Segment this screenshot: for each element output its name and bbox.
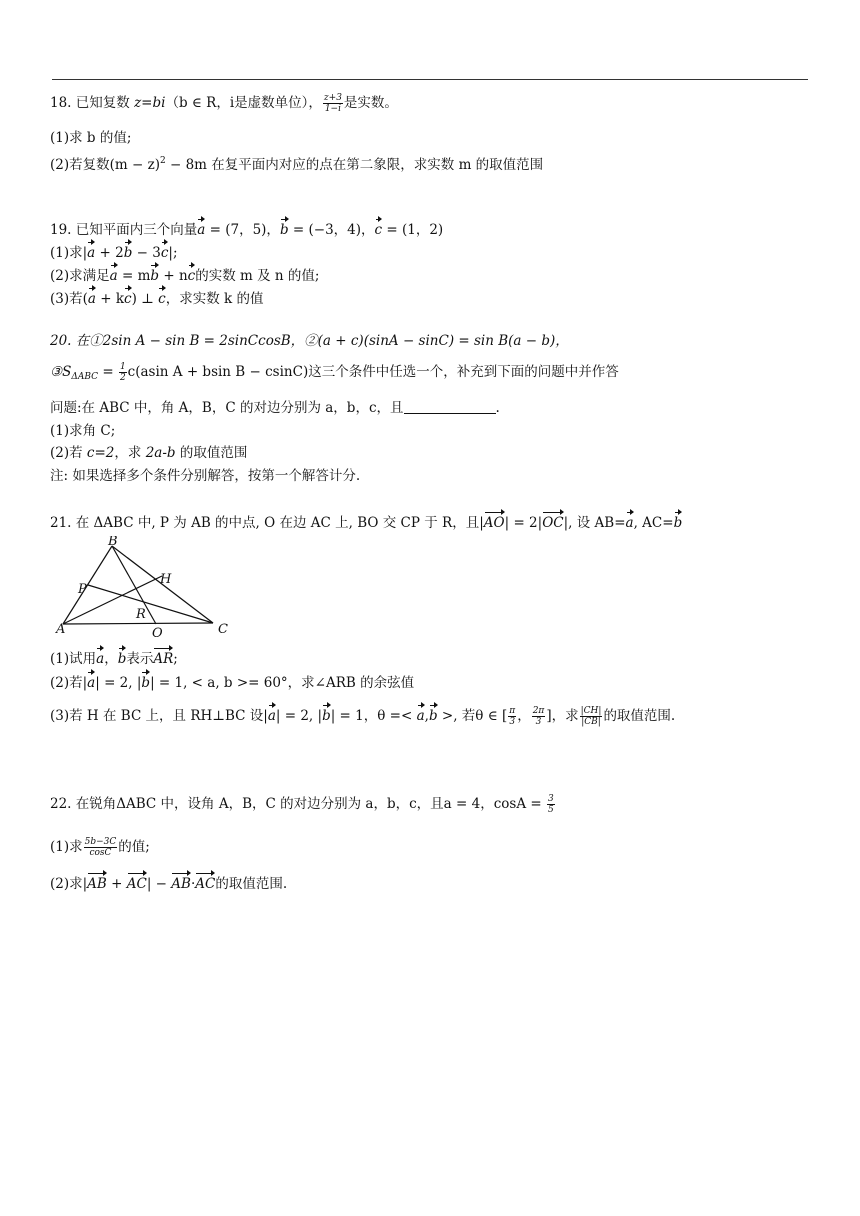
fraction: $\frac{z+3}{1-i}$: [323, 93, 342, 114]
q19-part3: (3)若(a + kc) ⊥ c，求实数 k 的值: [50, 287, 263, 309]
q20-part2: (2)若 c=2，求 2a-b 的取值范围: [50, 445, 248, 461]
q18-stem: 18. 已知复数 z=bi（b ∈ R，i是虚数单位）， $\frac{z+3}{1-i}$ 是实数。: [50, 93, 398, 114]
q19-part2: (2)求满足a = mb + nc的实数 m 及 n 的值;: [50, 264, 319, 286]
q21-part1: (1)试用a，b表示AR;: [50, 647, 178, 669]
answer-blank: [404, 400, 496, 414]
label-r: R: [136, 607, 146, 622]
q20-note: 注: 如果选择多个条件分别解答，按第一个解答计分.: [50, 468, 361, 484]
fraction: $\frac{2\pi}{3}$: [532, 706, 545, 727]
segment-pc: [88, 585, 213, 623]
triangle-figure: [50, 536, 240, 642]
q22-stem: 22. 在锐角ΔABC 中，设角 A，B，C 的对边分别为 a，b，c，且a = 4，cosA = $\frac{3}{5}$: [50, 794, 554, 815]
fraction: $\frac{1}{2}$: [119, 362, 126, 383]
q21-stem: 21. 在 ΔABC 中, P 为 AB 的中点, O 在边 AC 上, BO 交 CP 于 R，且|AO| = 2|OC|, 设 AB=a, AC=b: [50, 511, 682, 533]
label-c: C: [218, 622, 228, 637]
q20-line1: 20. 在①2sin A − sin B = 2sinCcosB，②(a + c)(sinA − sinC) = sin B(a − b)，: [50, 333, 569, 349]
q22-part2: (2)求|AB + AC| − AB·AC的取值范围.: [50, 872, 287, 894]
label-o: O: [152, 626, 163, 641]
label-h: H: [160, 572, 172, 587]
label-b: B: [108, 536, 118, 549]
q18-part1: (1)求 b 的值;: [50, 130, 132, 146]
fraction: $\frac{3}{5}$: [547, 794, 554, 815]
top-rule: [52, 79, 808, 80]
fraction: $\frac{5b-3C}{\cos C}$: [84, 837, 117, 858]
label-a: A: [56, 622, 66, 637]
side-ac: [63, 623, 213, 624]
label-p: P: [78, 582, 87, 597]
q19-part1: (1)求|a + 2b − 3c|;: [50, 241, 178, 263]
q19-stem: 19. 已知平面内三个向量a = (7，5)，b = (−3，4)，c = (1，2): [50, 218, 443, 240]
q18-part2: (2)若复数$(m - z)^2 - 8m$ 在复平面内对应的点在第二象限，求实数 m 的取值范围: [50, 156, 544, 173]
segment-bo: [112, 546, 156, 624]
q20-line3: 问题:在 ABC 中，角 A，B，C 的对边分别为 a，b，c，且 .: [50, 400, 500, 416]
q20-line2: $③S_{\Delta ABC}$ = $\frac{1}{2}$ c(asin A + bsin B − csinC)这三个条件中任选一个，补充到下面的问题中并作答: [50, 362, 619, 383]
fraction: $\frac{|CH|}{|CB|}$: [580, 706, 602, 727]
q21-part2: (2)若|a| = 2, |b| = 1, < a, b >= 60°，求∠ARB 的余弦值: [50, 671, 414, 693]
q22-part1: (1)求 $\frac{5b-3C}{\cos C}$ 的值;: [50, 837, 150, 858]
fraction: $\frac{\pi}{3}$: [509, 706, 516, 727]
q20-part1: (1)求角 C;: [50, 423, 116, 439]
q21-part3: (3)若 H 在 BC 上，且 RH⊥BC 设|a| = 2, |b| = 1，θ =< a,b >, 若θ ∈ [ $\frac{\pi}{3}$ ， $\frac{2\pi}{3}$ ]，求 $\frac{|CH|}{|CB|}$ 的取值范围.: [50, 706, 676, 727]
